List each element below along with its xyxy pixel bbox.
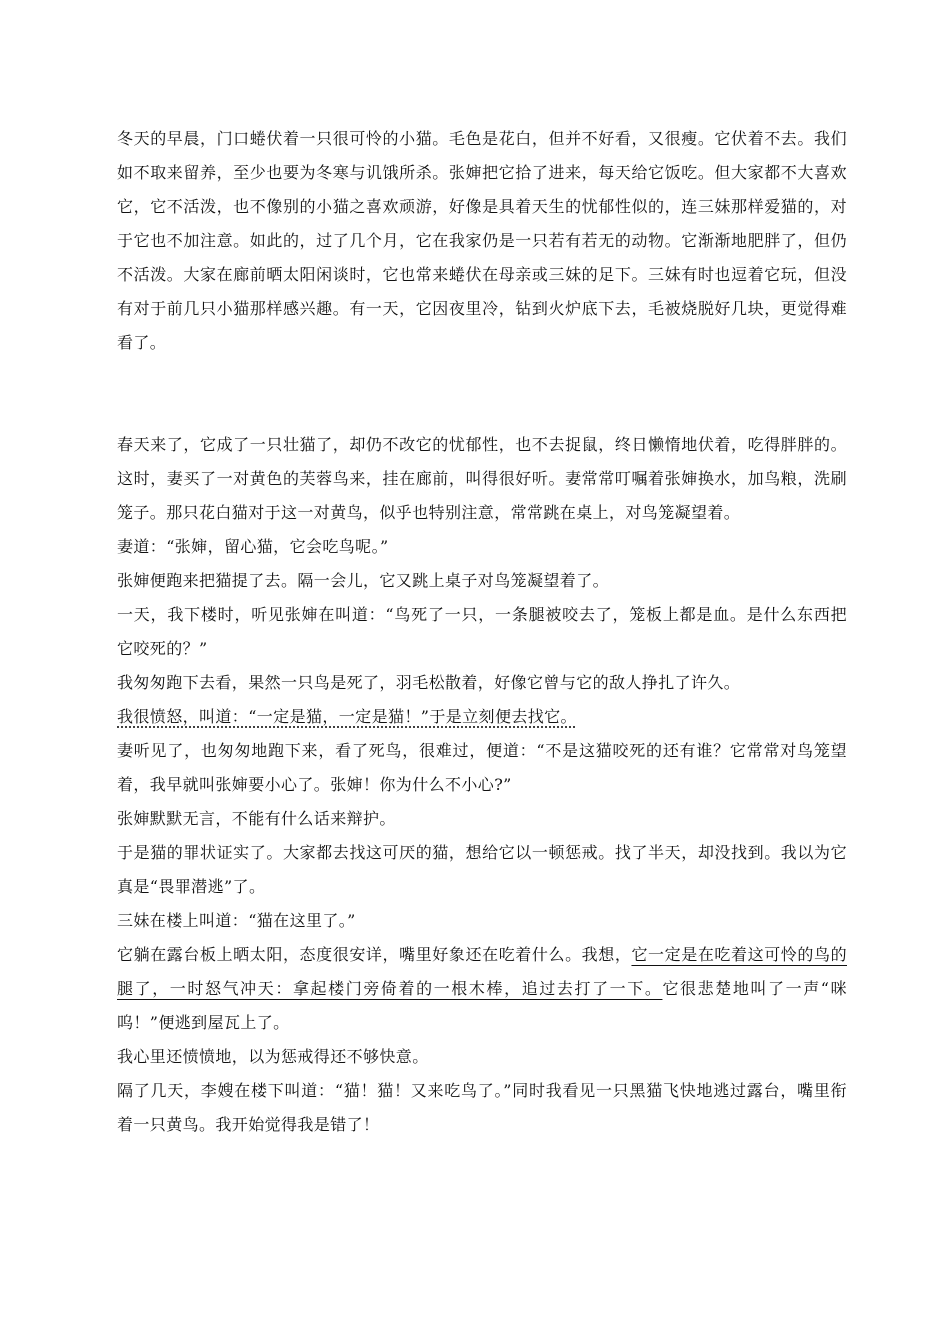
paragraph-winter-kitten: 冬天的早晨，门口蜷伏着一只很可怜的小猫。毛色是花白，但并不好看，又很瘦。它伏着不去。我们如不取来留养，至少也要为冬寒与讥饿所杀。张婶把它拾了进来，每天给它饭吃。但大家都不大喜欢它，它不活泼，也不像别的小猫之喜欢顽游，好像是具着天生的忧郁性似的，连三妹那样爱猫的，对于它也不加注意。如此的，过了几个月，它在我家仍是一只若有若无的动物。它渐渐地肥胖了，但仍不活泼。大家在廊前晒太阳闲谈时，它也常来蜷伏在母亲或三妹的足下。三妹有时也逗着它玩，但没有对于前几只小猫那样感兴趣。有一天，它因夜里冷，钻到火炉底下去，毛被烧脱好几块，更觉得难看了。 <box>117 129 847 352</box>
paragraph-bird-dead: 一天，我下楼时，听见张婶在叫道：“鸟死了一只，一条腿被咬去了，笼板上都是血。是什么东西把它咬死的？” <box>117 605 847 658</box>
paragraph-run-down: 我匆匆跑下去看，果然一只鸟是死了，羽毛松散着，好像它曾与它的敌人挣扎了许久。 <box>117 673 741 692</box>
terrace-text-end: 它很悲楚地叫了一声“咪呜！”便逃到屋瓦上了。 <box>117 979 847 1032</box>
terrace-text-start: 它躺在露台板上晒太阳，态度很安详，嘴里好象还在吃着什么。我想， <box>117 945 632 964</box>
paragraph-wife-warning: 妻道：“张婶，留心猫，它会吃鸟呢。” <box>117 537 389 556</box>
paragraph-realization: 隔了几天，李嫂在楼下叫道：“猫！猫！又来吃鸟了。”同时我看见一只黑猫飞快地逃过露台，嘴里衔着一只黄鸟。我开始觉得我是错了！ <box>117 1081 847 1134</box>
paragraph-sister-finds-cat: 三妹在楼上叫道：“猫在这里了。” <box>117 911 356 930</box>
underlined-sentence: 它一定是在吃着这可怜的鸟的腿了，一时怒气冲天：拿起楼门旁倚着的一根木棒，追过去打了一下。 <box>117 945 847 998</box>
paragraph-spring-birds: 春天来了，它成了一只壮猫了，却仍不改它的忧郁性，也不去捉鼠，终日懒惰地伏着，吃得胖胖的。这时，妻买了一对黄色的芙蓉鸟来，挂在廊前，叫得很好听。妻常常叮嘱着张婶换水，加鸟粮，洗刷笼子。那只花白猫对于这一对黄鸟，似乎也特别注意，常常跳在桌上，对鸟笼凝望着。 <box>117 435 847 522</box>
paragraph-cat-on-terrace <box>117 938 847 1040</box>
paragraph-zhangshen-takes-cat: 张婶便跑来把猫提了去。隔一会儿，它又跳上桌子对鸟笼凝望着了。 <box>117 571 610 590</box>
paragraph-angry-accusation: 我很愤怒，叫道：“一定是猫，一定是猫！”于是立刻便去找它。 <box>117 707 577 726</box>
paragraph-search-for-cat: 于是猫的罪状证实了。大家都去找这可厌的猫，想给它以一顿惩戒。找了半天，却没找到。我以为它真是“畏罪潜逃”了。 <box>117 843 847 896</box>
paragraph-still-angry: 我心里还愤愤地，以为惩戒得还不够快意。 <box>117 1047 429 1066</box>
paragraph-wife-blames-cat: 妻听见了，也匆匆地跑下来，看了死鸟，很难过，便道：“不是这猫咬死的还有谁？它常常对鸟笼望着，我早就叫张婶要小心了。张婶！你为什么不小心?” <box>117 741 847 794</box>
paragraph-zhangshen-silent: 张婶默默无言，不能有什么话来辩护。 <box>117 809 396 828</box>
